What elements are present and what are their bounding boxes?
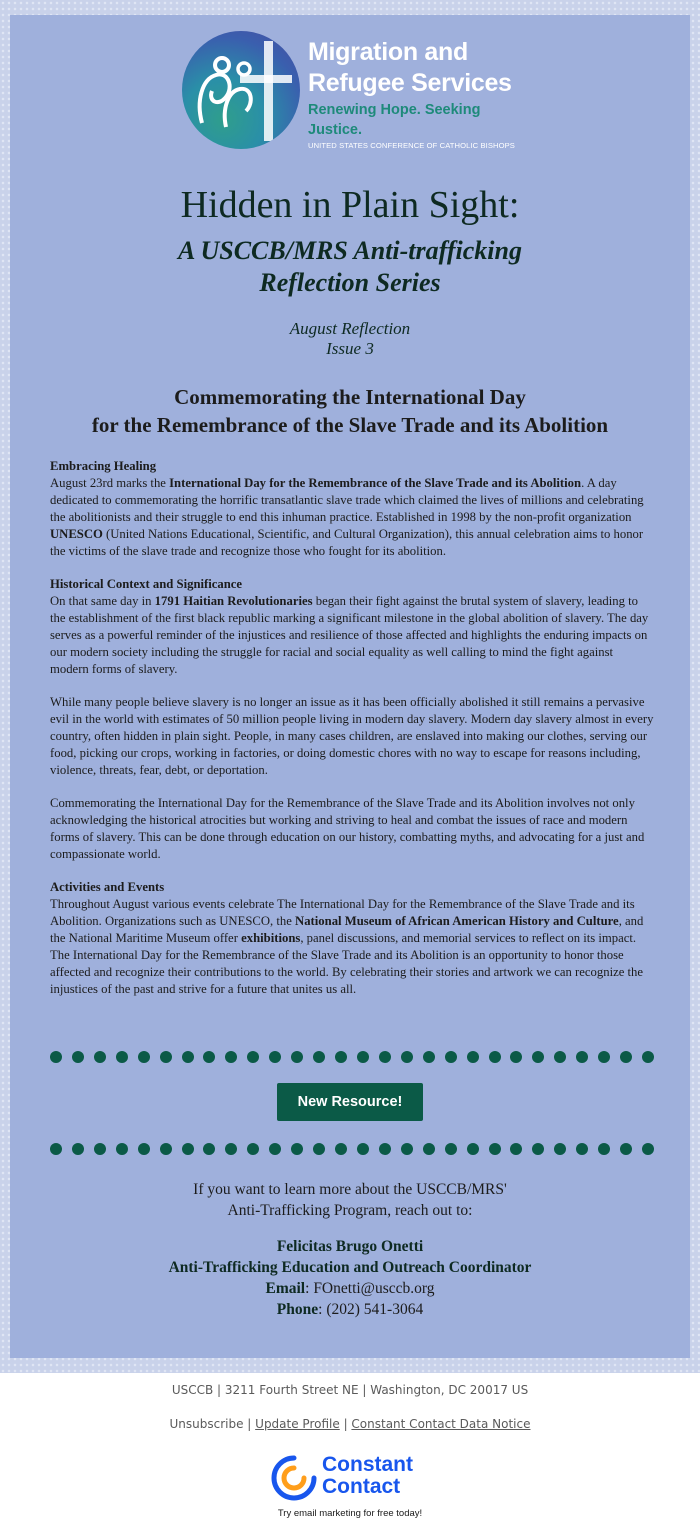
divider-dot	[642, 1051, 654, 1063]
healing-paragraph: August 23rd marks the International Day for the Remembrance of the Slave Trade and its Abolition. A day dedicated to commemorating the horrific transatlantic slave trade which claimed the lives of millions and celebrating the abolitionists and their struggle to end this inhuman practice. Established in 1998 by the non-profit organization UNESCO (United Nations Educational, Scientific, and Cultural Organization), this annual celebration aims to honor the victims of the slave trade and recognize those who fought for its abolition.	[50, 476, 644, 558]
section-heading-history: Historical Context and Significance	[50, 577, 243, 591]
divider-dot	[423, 1051, 435, 1063]
commemoration-heading	[10, 383, 690, 439]
update-profile-link[interactable]: Update Profile	[255, 1417, 340, 1431]
divider-dot	[94, 1143, 106, 1155]
divider-dot	[357, 1143, 369, 1155]
divider-dot	[620, 1143, 632, 1155]
divider-dot	[598, 1143, 610, 1155]
divider-dot	[247, 1143, 259, 1155]
contact-phone[interactable]: (202) 541-3064	[326, 1301, 424, 1318]
mrs-logo-emblem-icon	[182, 31, 300, 149]
history-paragraph-2: While many people believe slavery is no longer an issue as it has been officially abolished it still remains a pervasive evil in the world with estimates of 50 million people living in modern day slavery. Modern day slavery almost in every country, often hidden in plain sight. People, in many cases children, are enslaved into making our clothes, serving our food, picking our crops, working in factories, or doing domestic chores with no way to escape for reasons including, violence, threats, fear, debt, or deportation.	[50, 695, 654, 777]
divider-dot	[620, 1051, 632, 1063]
divider-dot	[598, 1051, 610, 1063]
divider-dot	[72, 1051, 84, 1063]
divider-dot	[554, 1051, 566, 1063]
divider-dot	[445, 1051, 457, 1063]
divider-dot	[291, 1051, 303, 1063]
contact-intro-line-2: Anti-Trafficking Program, reach out to:	[227, 1202, 473, 1219]
divider-dot	[247, 1051, 259, 1063]
series-subtitle-line-2: Reflection Series	[259, 268, 441, 297]
divider-dot	[116, 1143, 128, 1155]
divider-dot	[313, 1051, 325, 1063]
divider-dot	[138, 1051, 150, 1063]
series-subtitle-line-1: A USCCB/MRS Anti-trafficking	[178, 236, 522, 265]
divider-dot	[203, 1143, 215, 1155]
logo-org: UNITED STATES CONFERENCE OF CATHOLIC BISHOPS	[308, 141, 515, 150]
contact-intro	[10, 1179, 690, 1221]
divider-dot	[510, 1143, 522, 1155]
divider-dot	[532, 1051, 544, 1063]
section-heading-healing: Embracing Healing	[50, 459, 157, 473]
divider-dot	[510, 1051, 522, 1063]
logo-line-2: Refugee Services	[308, 69, 512, 97]
events-paragraph: Throughout August various events celebrate The International Day for the Remembrance of the Slave Trade and its Abolition. Organizations such as UNESCO, the National Museum of African American History and Culture, and the National Maritime Museum offer exhibitions, panel discussions, and memorial services to reflect on its impact. The International Day for the Remembrance of the Slave Trade and its Abolition is an opportunity to honor those affected and recognize their contributions to the world. By celebrating their stories and artwork we can recognize the injustices of the past and strive for a future that unites us all.	[50, 897, 644, 996]
divider-dot	[160, 1143, 172, 1155]
reflection-month: August Reflection	[289, 319, 411, 338]
footer-address: USCCB | 3211 Fourth Street NE | Washington, DC 20017 US	[171, 1383, 529, 1397]
logo-tagline: Renewing Hope. Seeking Justice.	[308, 102, 481, 138]
divider-dot	[379, 1143, 391, 1155]
divider-dot	[182, 1143, 194, 1155]
contact-intro-line-1: If you want to learn more about the USCCB/MRS'	[193, 1181, 507, 1198]
divider-dot	[203, 1051, 215, 1063]
divider-dot	[50, 1143, 62, 1155]
commemoration-line-1: Commemorating the International Day	[174, 385, 526, 409]
divider-dot	[554, 1143, 566, 1155]
constant-contact-icon	[270, 1454, 318, 1502]
divider-dot	[225, 1051, 237, 1063]
brand-line-1: Constant	[322, 1453, 413, 1476]
email-label: Email	[265, 1280, 306, 1297]
phone-label: Phone	[276, 1301, 319, 1318]
series-subtitle	[10, 235, 690, 299]
divider-dot	[269, 1051, 281, 1063]
history-paragraph-3: Commemorating the International Day for the Remembrance of the Slave Trade and its Abolition involves not only acknowledging the historical atrocities but working and striving to heal and combat the issues of race and modern forms of slavery. This can be done through education on our history, combatting myths, and advocating for a just and compassionate world.	[50, 796, 645, 861]
dotted-divider	[50, 1051, 654, 1065]
divider-dot	[489, 1051, 501, 1063]
data-notice-link[interactable]: Constant Contact Data Notice	[351, 1417, 531, 1431]
divider-dot	[423, 1143, 435, 1155]
divider-dot	[50, 1051, 62, 1063]
divider-dot	[94, 1051, 106, 1063]
contact-email-row: Email: FOnetti@usccb.org	[265, 1280, 435, 1297]
divider-dot	[269, 1143, 281, 1155]
divider-dot	[160, 1051, 172, 1063]
logo-line-1: Migration and	[308, 38, 468, 66]
page-title: Hidden in Plain Sight:	[180, 184, 520, 226]
article-body	[50, 458, 654, 1014]
issue-number: Issue 3	[326, 339, 374, 358]
dotted-divider	[50, 1143, 654, 1157]
divider-dot	[576, 1051, 588, 1063]
divider-dot	[291, 1143, 303, 1155]
contact-role: Anti-Trafficking Education and Outreach Coordinator	[168, 1259, 532, 1276]
constant-contact-tagline[interactable]: Try email marketing for free today!	[277, 1508, 423, 1519]
divider-dot	[576, 1143, 588, 1155]
divider-dot	[401, 1051, 413, 1063]
divider-dot	[335, 1051, 347, 1063]
divider-dot	[532, 1143, 544, 1155]
newsletter-card	[10, 15, 690, 1358]
constant-contact-wordmark	[322, 1454, 413, 1498]
new-resource-button[interactable]: New Resource!	[277, 1083, 423, 1121]
unsubscribe-link[interactable]: Unsubscribe	[169, 1417, 244, 1431]
contact-details	[10, 1236, 690, 1320]
divider-dot	[225, 1143, 237, 1155]
divider-dot	[116, 1051, 128, 1063]
contact-phone-row: Phone: (202) 541-3064	[276, 1301, 424, 1318]
section-heading-events: Activities and Events	[50, 880, 165, 894]
divider-dot	[401, 1143, 413, 1155]
divider-dot	[182, 1051, 194, 1063]
footer-links: Unsubscribe | Update Profile | Constant Contact Data Notice	[169, 1417, 531, 1431]
history-paragraph-1: On that same day in 1791 Haitian Revolutionaries began their fight against the brutal system of slavery, leading to the establishment of the first black republic marking a significant milestone in the global abolition of slavery. The day serves as a powerful reminder of the injustices and resilience of those affected and highlights the enduring impacts on our modern society including the struggle for racial and social equality as well calling to mind the fight against modern forms of slavery.	[50, 594, 649, 676]
constant-contact-logo[interactable]	[270, 1454, 440, 1502]
contact-email-link[interactable]: FOnetti@usccb.org	[313, 1280, 435, 1297]
contact-name: Felicitas Brugo Onetti	[276, 1238, 424, 1255]
commemoration-line-2: for the Remembrance of the Slave Trade and its Abolition	[91, 413, 609, 437]
divider-dot	[489, 1143, 501, 1155]
divider-dot	[642, 1143, 654, 1155]
divider-dot	[379, 1051, 391, 1063]
brand-line-2: Contact	[322, 1475, 401, 1498]
mrs-logo[interactable]	[182, 29, 532, 151]
divider-dot	[467, 1051, 479, 1063]
divider-dot	[357, 1051, 369, 1063]
issue-info	[10, 319, 690, 359]
divider-dot	[313, 1143, 325, 1155]
divider-dot	[138, 1143, 150, 1155]
divider-dot	[467, 1143, 479, 1155]
divider-dot	[335, 1143, 347, 1155]
divider-dot	[445, 1143, 457, 1155]
divider-dot	[72, 1143, 84, 1155]
